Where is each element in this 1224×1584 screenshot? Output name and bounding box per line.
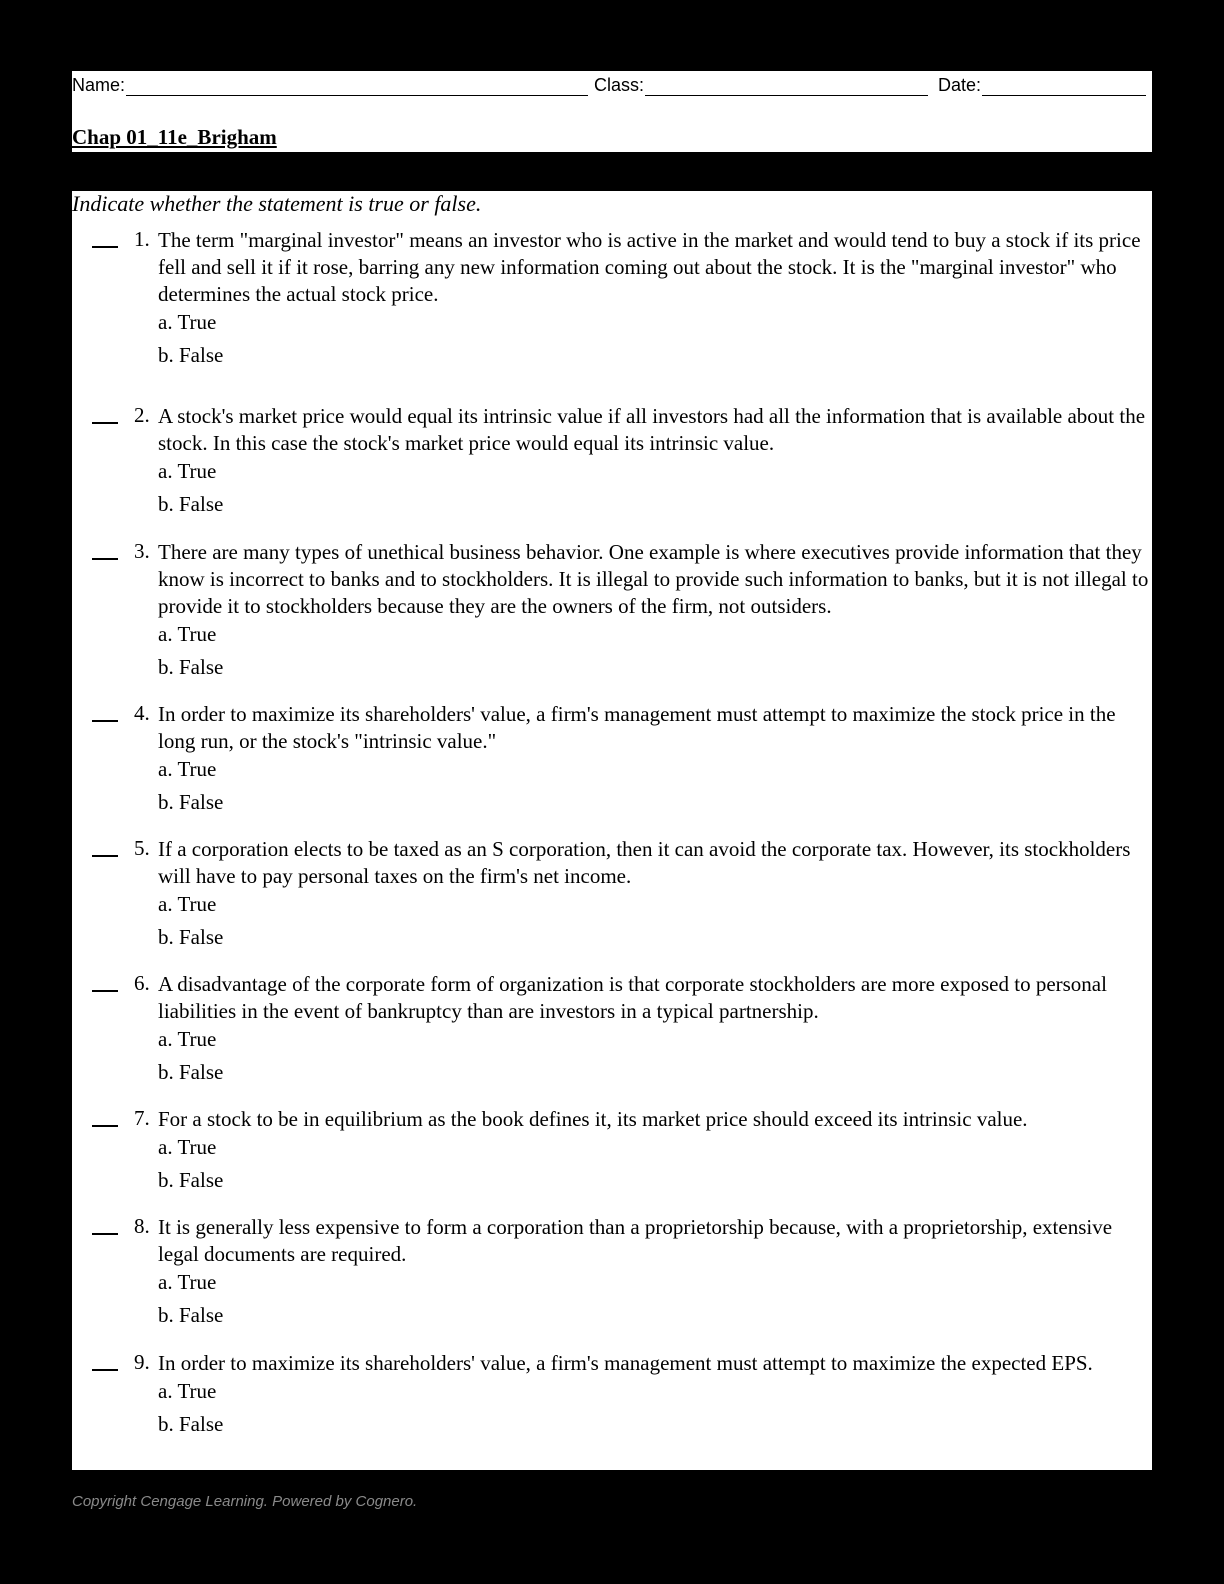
question-number: 7. <box>134 1106 150 1130</box>
answer-blank[interactable] <box>92 1125 118 1127</box>
option-false: b. False <box>158 925 224 949</box>
option-false: b. False <box>158 343 224 367</box>
question-text: There are many types of unethical business behavior. One example is where executives provide information that they know is incorrect to banks and to stockholders. It is illegal to provide such information to banks, but it is not illegal to provide it to stockholders because they are the owners of the firm, not outsiders. <box>158 540 1149 618</box>
question-number: 9. <box>134 1350 150 1374</box>
answer-blank[interactable] <box>92 558 118 560</box>
question-text: In order to maximize its shareholders' value, a firm's management must attempt to maximize the expected EPS. <box>158 1351 1093 1375</box>
option-true: a. True <box>158 1027 217 1051</box>
question-text: A stock's market price would equal its intrinsic value if all investors had all the information that is available about the stock. In this case the stock's market price would equal its intrinsic value. <box>158 404 1146 455</box>
class-input-line[interactable] <box>645 73 928 96</box>
answer-blank[interactable] <box>92 1233 118 1235</box>
date-label: Date: <box>938 75 982 95</box>
option-false: b. False <box>158 1060 224 1084</box>
question-number: 4. <box>134 701 150 725</box>
option-true: a. True <box>158 459 217 483</box>
answer-blank[interactable] <box>92 1369 118 1371</box>
instructions: Indicate whether the statement is true or false. <box>72 191 482 216</box>
answer-blank[interactable] <box>92 720 118 722</box>
option-true: a. True <box>158 892 217 916</box>
question-number: 6. <box>134 971 150 995</box>
option-false: b. False <box>158 1303 224 1327</box>
question-number: 5. <box>134 836 150 860</box>
question-number: 1. <box>134 227 150 251</box>
option-true: a. True <box>158 1135 217 1159</box>
question-number: 2. <box>134 403 150 427</box>
question-panel <box>72 191 1152 1470</box>
chapter-title: Chap 01_11e_Brigham <box>72 125 277 149</box>
option-false: b. False <box>158 492 224 516</box>
question-text: In order to maximize its shareholders' value, a firm's management must attempt to maximize the stock price in the long run, or the stock's "intrinsic value." <box>158 702 1116 753</box>
class-field <box>594 73 928 96</box>
option-true: a. True <box>158 1379 217 1403</box>
option-false: b. False <box>158 1412 224 1436</box>
student-info-row <box>72 71 1152 99</box>
option-false: b. False <box>158 655 224 679</box>
name-field <box>72 73 588 96</box>
option-false: b. False <box>158 790 224 814</box>
date-input-line[interactable] <box>982 73 1146 96</box>
class-label: Class: <box>594 75 645 95</box>
answer-blank[interactable] <box>92 422 118 424</box>
answer-blank[interactable] <box>92 246 118 248</box>
question-number: 3. <box>134 539 150 563</box>
answer-blank[interactable] <box>92 855 118 857</box>
copyright-footer: Copyright Cengage Learning. Powered by Cognero. <box>72 1493 418 1510</box>
answer-blank[interactable] <box>92 990 118 992</box>
question-text: It is generally less expensive to form a corporation than a proprietorship because, with a proprietorship, extensive legal documents are required. <box>158 1215 1113 1266</box>
option-true: a. True <box>158 310 217 334</box>
option-true: a. True <box>158 1270 217 1294</box>
name-label: Name: <box>72 75 126 95</box>
question-text: The term "marginal investor" means an investor who is active in the market and would tend to buy a stock if its price fell and sell it if it rose, barring any new information coming out about the stock. It is the "marginal investor" who determines the actual stock price. <box>158 228 1141 306</box>
option-true: a. True <box>158 757 217 781</box>
question-text: A disadvantage of the corporate form of organization is that corporate stockholders are more exposed to personal liabilities in the event of bankruptcy than are investors in a typical partnership. <box>158 972 1107 1023</box>
date-field <box>938 73 1146 96</box>
option-true: a. True <box>158 622 217 646</box>
header-panel <box>72 71 1152 152</box>
question-text: If a corporation elects to be taxed as an S corporation, then it can avoid the corporate tax. However, its stockholders will have to pay personal taxes on the firm's net income. <box>158 837 1131 888</box>
question-number: 8. <box>134 1214 150 1238</box>
question-text: For a stock to be in equilibrium as the book defines it, its market price should exceed its intrinsic value. <box>158 1107 1028 1131</box>
option-false: b. False <box>158 1168 224 1192</box>
name-input-line[interactable] <box>126 73 588 96</box>
